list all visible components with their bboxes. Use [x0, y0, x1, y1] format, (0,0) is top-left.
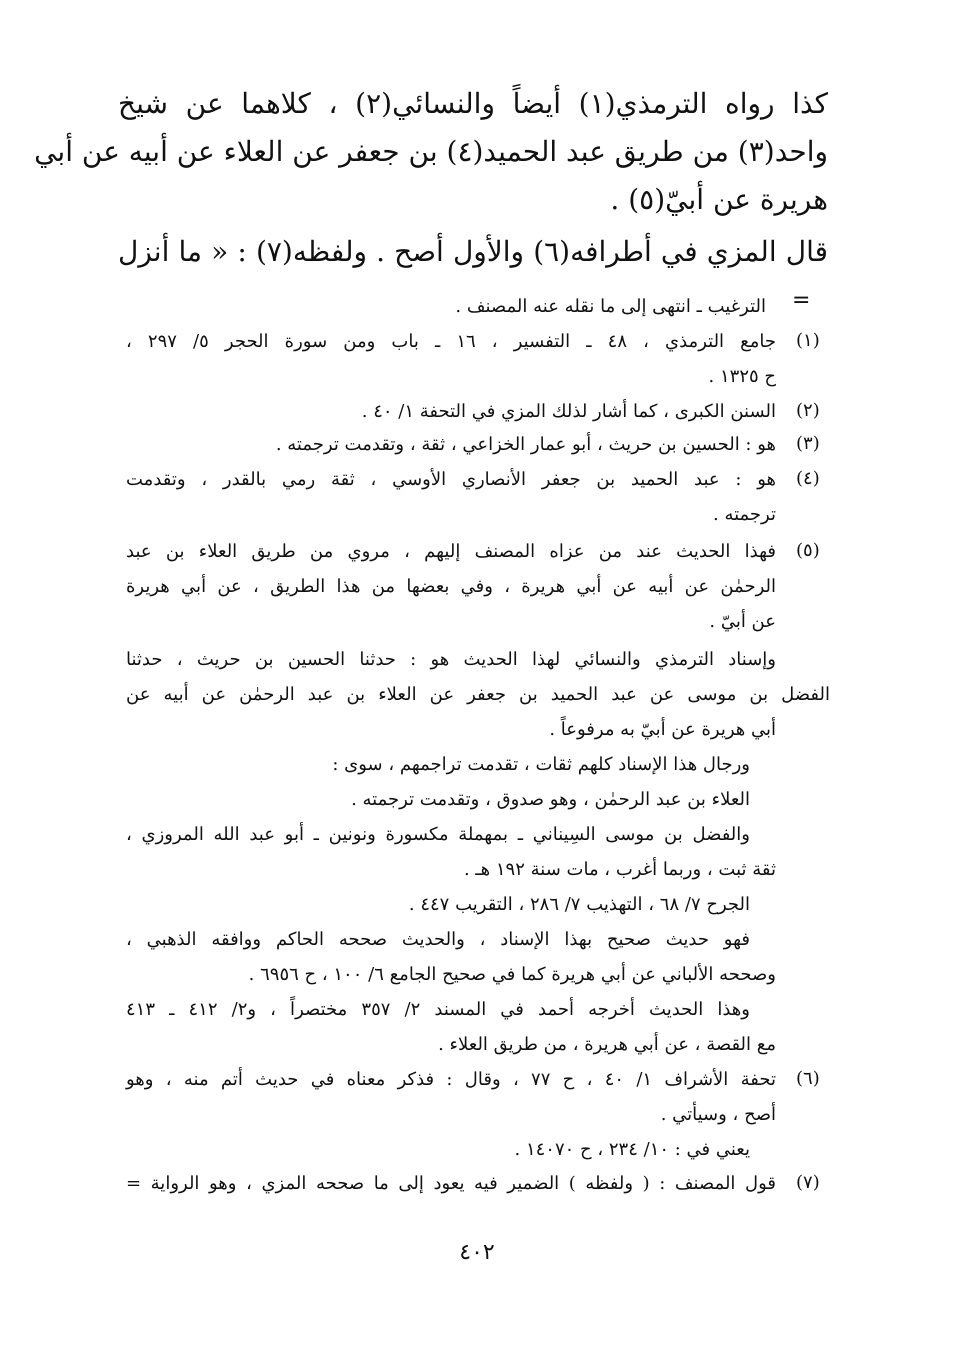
footnote-5-line-10: ثقة ثبت ، وربما أغرب ، مات سنة ١٩٢ هـ .: [463, 859, 776, 880]
footnote-5-line-5: الفضل بن موسى عن عبد الحميد بن جعفر عن العلاء بن عبد الرحمٰن عن أبيه عن: [126, 684, 830, 705]
footnote-1-line-2: ح ١٣٢٥ .: [708, 366, 776, 387]
main-line-1: كذا رواه الترمذي(١) أيضاً والنسائي(٢) ، كلاهما عن شيخ: [118, 87, 828, 120]
footnote-5-line-1: فهذا الحديث عند من عزاه المصنف إليهم ، مروي من طريق العلاء بن عبد: [126, 541, 776, 562]
footnote-5-line-13: وصححه الألباني عن أبي هريرة كما في صحيح الجامع ٦/ ١٠٠ ، ح ٦٩٥٦ .: [248, 964, 776, 985]
footnote-5-line-4: وإسناد الترمذي والنسائي لهذا الحديث هو : حدثنا الحسين بن حريث ، حدثنا: [126, 649, 776, 670]
continuation-mark: =: [792, 288, 811, 313]
main-line-3: هريرة عن أبيّ(٥) .: [610, 183, 828, 216]
footnote-7-line-1: قول المصنف : ( ولفظه ) الضمير فيه يعود إلى ما صححه المزي ، وهو الرواية =: [126, 1173, 776, 1194]
footnote-number-5: (٥): [796, 540, 820, 561]
footnote-4-line-1: هو : عبد الحميد بن جعفر الأنصاري الأوسي ، ثقة رمي بالقدر ، وتقدمت: [126, 469, 776, 490]
footnote-4-line-2: ترجمته .: [713, 504, 776, 525]
footnote-number-4: (٤): [796, 468, 820, 489]
footnote-number-1: (١): [796, 330, 820, 351]
footnote-5-line-15: مع القصة ، عن أبي هريرة ، من طريق العلاء .: [438, 1034, 776, 1055]
footnote-5-line-8: العلاء بن عبد الرحمٰن ، وهو صدوق ، وتقدمت ترجمته .: [351, 789, 750, 810]
main-line-2: واحد(٣) من طريق عبد الحميد(٤) بن جعفر عن العلاء عن أبيه عن أبي: [34, 135, 828, 168]
footnote-number-7: (٧): [796, 1172, 820, 1193]
footnote-number-6: (٦): [796, 1068, 820, 1089]
main-line-4: قال المزي في أطرافه(٦) والأول أصح . ولفظه(٧) : « ما أنزل: [118, 235, 828, 268]
footnote-5-line-3: عن أبيّ .: [709, 611, 776, 632]
footnote-5-line-6: أبي هريرة عن أبيّ به مرفوعاً .: [549, 719, 776, 740]
footnote-1-line-1: جامع الترمذي ، ٤٨ ـ التفسير ، ١٦ ـ باب ومن سورة الحجر ٥/ ٢٩٧ ،: [126, 331, 776, 352]
footnote-2-line-1: السنن الكبرى ، كما أشار لذلك المزي في التحفة ١/ ٤٠ .: [361, 401, 776, 422]
footnote-number-2: (٢): [796, 400, 820, 421]
footnote-3-line-1: هو : الحسين بن حريث ، أبو عمار الخزاعي ، ثقة ، وتقدمت ترجمته .: [275, 434, 776, 455]
footnote-6-line-3: يعني في : ١٠/ ٢٣٤ ، ح ١٤٠٧٠ .: [514, 1139, 750, 1160]
main-text: [34, 84, 828, 284]
page-number: ٤٠٢: [459, 1240, 495, 1265]
footnote-5-line-9: والفضل بن موسى السِيناني ـ بمهملة مكسورة ونونين ـ أبو عبد الله المروزي ،: [126, 824, 750, 845]
footnote-carry: الترغيب ـ انتهى إلى ما نقله عنه المصنف .: [455, 296, 766, 317]
footnote-6-line-1: تحفة الأشراف ١/ ٤٠ ، ح ٧٧ ، وقال : فذكر معناه في حديث أتم منه ، وهو: [126, 1069, 776, 1090]
footnote-5-line-2: الرحمٰن عن أبيه عن أبي هريرة ، وفي بعضها من هذا الطريق ، عن أبي هريرة: [126, 576, 776, 597]
footnote-6-line-2: أصح ، وسيأتي .: [660, 1104, 776, 1125]
footnote-number-3: (٣): [796, 433, 820, 454]
footnote-5-line-14: وهذا الحديث أخرجه أحمد في المسند ٢/ ٣٥٧ مختصراً ، و٢/ ٤١٢ ـ ٤١٣: [126, 999, 750, 1020]
footnote-5-line-7: ورجال هذا الإسناد كلهم ثقات ، تقدمت تراجمهم ، سوى :: [332, 754, 750, 775]
footnote-5-line-11: الجرح ٧/ ٦٨ ، التهذيب ٧/ ٢٨٦ ، التقريب ٤٤٧ .: [408, 894, 750, 915]
footnote-5-line-12: فهو حديث صحيح بهذا الإسناد ، والحديث صححه الحاكم ووافقه الذهبي ،: [126, 929, 750, 950]
